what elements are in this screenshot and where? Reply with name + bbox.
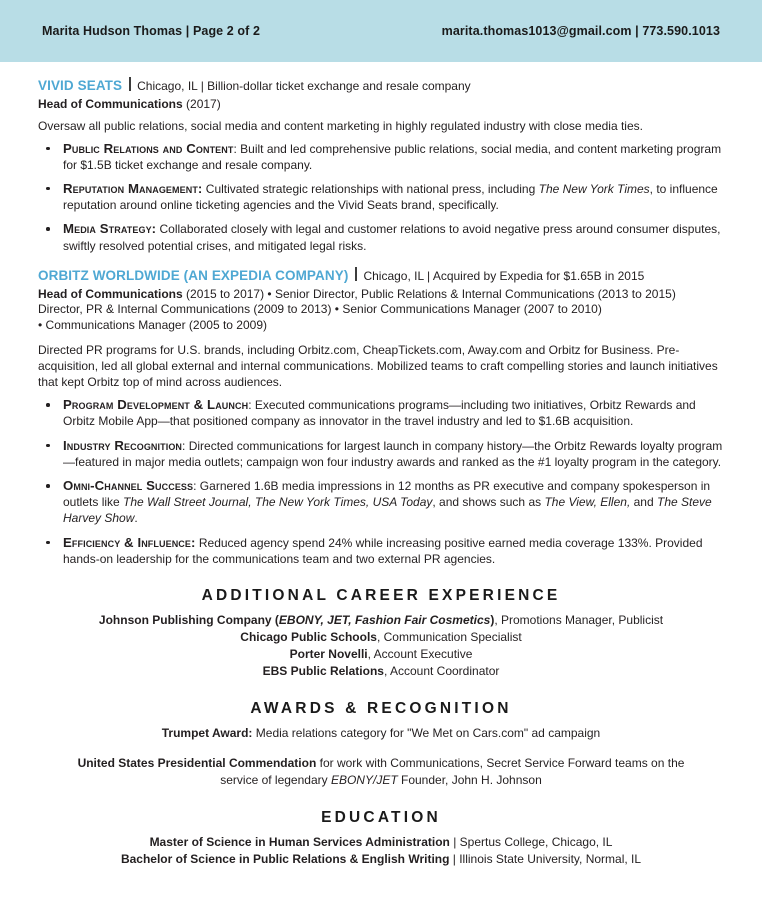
additional-experience-entry: [38, 612, 724, 629]
bullet-body-tail: , to influence reputation around online ticketing agencies and the Vivid Seats brand, specifically.: [63, 181, 718, 213]
award-description-tail: Founder, John H. Johnson: [397, 773, 542, 788]
bullet-body: : Built and led comprehensive public relations, social media, and content marketing program for $1.5B ticket exchange and resale company.: [63, 141, 722, 172]
job-summary-vivid-seats: Oversaw all public relations, social media and content marketing in highly regulated industry with close media ties.: [38, 118, 643, 133]
award-name: United States Presidential Commendation: [77, 756, 317, 771]
job-entry-orbitz: [38, 266, 724, 567]
header-name-and-page: Marita Hudson Thomas | Page 2 of 2: [42, 24, 261, 38]
section-additional-career-experience: [38, 587, 724, 680]
bullet-item: [38, 478, 724, 527]
bullet-heading: Media Strategy:: [63, 221, 157, 237]
bullet-item: [38, 181, 724, 213]
additional-experience-entry: [38, 663, 724, 680]
role-dates: (2017): [182, 97, 221, 111]
role-line-1: (2015 to 2017) • Senior Director, Public Relations & Internal Communications (2013 to 2015): [182, 286, 676, 301]
company-name-vivid-seats: VIVID SEATS: [38, 78, 123, 93]
bullet-body: Cultivated strategic relationships with national press, including: [202, 181, 539, 196]
org-name: Porter Novelli: [289, 647, 368, 662]
section-heading-awards: AWARDS & RECOGNITION: [250, 700, 512, 718]
award-name: Trumpet Award:: [161, 726, 253, 741]
role-title-bold: Head of Communications: [38, 286, 183, 301]
org-name: EBS Public Relations: [262, 664, 384, 679]
bullet-body-mid: , and shows such as: [432, 495, 545, 510]
role-line-3: • Communications Manager (2005 to 2009): [38, 317, 267, 332]
bullet-italic-title: The New York Times: [538, 181, 650, 196]
bullet-heading: Program Development & Launch: [63, 397, 249, 413]
section-education: [38, 809, 724, 868]
bullet-italic-publications: The Wall Street Journal, The New York Times, USA Today: [123, 495, 433, 510]
school-name: | Spertus College, Chicago, IL: [449, 835, 613, 850]
award-description: Media relations category for "We Met on Cars.com" ad campaign: [252, 726, 601, 741]
section-awards-recognition: [38, 700, 724, 789]
award-entry-trumpet: [38, 725, 724, 742]
bullet-body-tail: .: [134, 511, 138, 526]
degree-name: Bachelor of Science in Public Relations & English Writing: [120, 852, 450, 867]
org-role: , Communication Specialist: [376, 630, 522, 645]
job-header-vivid-seats: [38, 76, 724, 93]
section-heading-additional-experience: ADDITIONAL CAREER EXPERIENCE: [201, 587, 561, 605]
company-meta-vivid-seats: Chicago, IL | Billion-dollar ticket exchange and resale company: [137, 79, 471, 93]
bullet-heading: Omni-Channel Success: [63, 478, 194, 494]
additional-experience-entry: [38, 629, 724, 646]
school-name: | Illinois State University, Normal, IL: [449, 852, 642, 867]
section-heading-education: EDUCATION: [321, 809, 441, 827]
bullet-item: [38, 438, 724, 470]
bullet-body: Collaborated closely with legal and customer relations to avoid negative press around consumer disputes, swiftly resolved potential crises, and mitigated legal risks.: [63, 222, 721, 253]
job-summary-orbitz: Directed PR programs for U.S. brands, including Orbitz.com, CheapTickets.com, Away.com and Orbitz for Business. Pre-acquisition, led all global external and internal communications. Mobilized teams to craft compelling stories and launch initiatives that kept Orbitz top of mind across audiences.: [38, 343, 718, 390]
education-entry: [38, 851, 724, 868]
bullet-item: [38, 397, 724, 429]
role-line-2: Director, PR & Internal Communications (2009 to 2013) • Senior Communications Manager (2007 to 2010): [38, 302, 602, 317]
additional-experience-entry: [38, 646, 724, 663]
role-title-bold: Head of Communications: [38, 97, 183, 111]
org-name: Chicago Public Schools: [240, 630, 377, 645]
bullet-list-vivid-seats: [38, 141, 724, 254]
bullet-heading: Reputation Management:: [63, 180, 203, 196]
company-name-orbitz: ORBITZ WORLDWIDE (AN EXPEDIA COMPANY): [38, 267, 349, 283]
bullet-body: : Executed communications programs—including two initiatives, Orbitz Rewards and Orbitz Mobile App—that positioned company as innovator in the travel industry and led to $1.6B acquisition.: [63, 398, 696, 429]
degree-name: Master of Science in Human Services Administration: [149, 835, 450, 850]
title-divider-bar: [355, 267, 357, 281]
role-line-vivid-seats: [38, 97, 724, 113]
title-divider-bar: [129, 77, 131, 91]
bullet-body: : Garnered 1.6B media impressions in 12 months as PR executive and company spokesperson in outlets like: [63, 479, 711, 510]
org-role: , Promotions Manager, Publicist: [494, 613, 664, 628]
org-role: , Account Executive: [367, 647, 473, 662]
award-entry-presidential: [38, 755, 724, 789]
org-name-post: ): [490, 613, 495, 628]
resume-page-body: [0, 76, 762, 868]
bullet-heading: Industry Recognition: [63, 437, 183, 453]
company-meta-orbitz: Chicago, IL | Acquired by Expedia for $1.65B in 2015: [363, 268, 645, 283]
bullet-italic-shows: The View, Ellen,: [544, 495, 631, 510]
job-entry-vivid-seats: [38, 76, 724, 254]
role-lines-orbitz: [38, 287, 724, 334]
award-description: for work with Communications, Secret Service Forward teams on the service of legendary: [220, 756, 685, 788]
bullet-item: [38, 535, 724, 567]
award-italic-publication: EBONY/JET: [330, 773, 398, 788]
bullet-list-orbitz: [38, 397, 724, 567]
org-role: , Account Coordinator: [383, 664, 500, 679]
header-contact-info: marita.thomas1013@gmail.com | 773.590.1013: [441, 24, 720, 38]
bullet-italic-show-3: The Steve Harvey Show: [63, 495, 712, 526]
org-name-italic: EBONY, JET, Fashion Fair Cosmetics: [278, 613, 491, 628]
bullet-heading: Efficiency & Influence:: [63, 534, 196, 550]
bullet-body: : Directed communications for largest launch in company history—the Orbitz Rewards loyalty program—featured in major media outlets; campaign won four industry awards and ranked as the #1 loyalty program in the category.: [63, 438, 723, 469]
bullet-item: [38, 221, 724, 253]
job-header-orbitz: [38, 266, 724, 283]
bullet-body-mid-2: and: [630, 495, 657, 510]
education-entry: [38, 834, 724, 851]
award-spacer: [38, 742, 724, 755]
bullet-item: [38, 141, 724, 173]
page-header-band: [0, 0, 762, 62]
org-name: Johnson Publishing Company (: [98, 613, 279, 628]
bullet-body: Reduced agency spend 24% while increasing positive earned media coverage 133%. Provided hands-on leadership for the communications team and two external PR agencies.: [63, 535, 703, 566]
bullet-heading: Public Relations and Content: [63, 140, 234, 156]
